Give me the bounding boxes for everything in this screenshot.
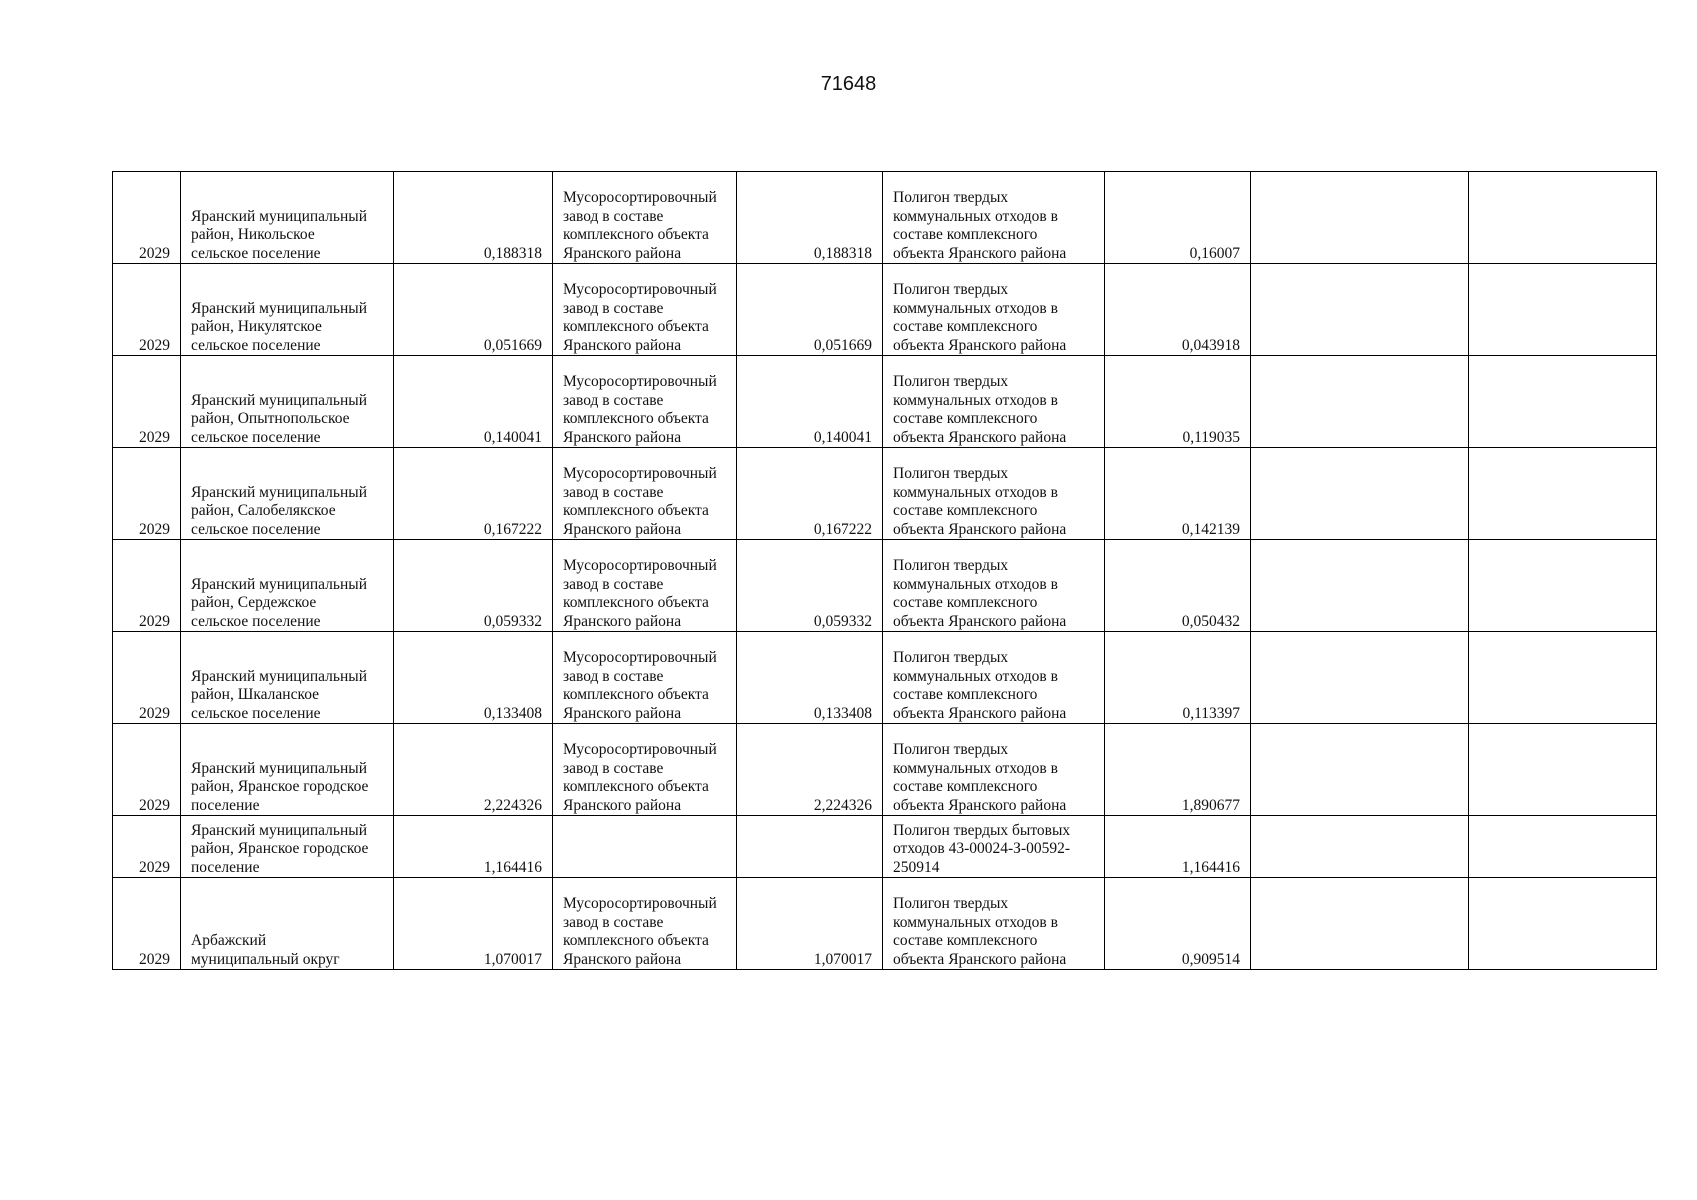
territory-cell: Яранский муниципальный район, Никольское сельское поселение xyxy=(181,172,394,264)
territory-cell: Яранский муниципальный район, Никулятское сельское поселение xyxy=(181,264,394,356)
processed-mass-cell: 0,140041 xyxy=(737,356,883,448)
disposal-facility-cell: Полигон твердых коммунальных отходов в составе комплексного объекта Яранского района xyxy=(883,632,1105,724)
empty-cell xyxy=(1251,264,1469,356)
empty-cell xyxy=(1469,264,1657,356)
generated-mass-cell: 2,224326 xyxy=(394,724,553,816)
empty-cell xyxy=(1251,356,1469,448)
generated-mass-cell: 0,167222 xyxy=(394,448,553,540)
table-row xyxy=(113,540,1657,632)
empty-cell xyxy=(1251,816,1469,878)
table-row xyxy=(113,448,1657,540)
generated-mass-cell: 0,133408 xyxy=(394,632,553,724)
processed-mass-cell: 0,051669 xyxy=(737,264,883,356)
waste-flow-table xyxy=(112,171,1657,970)
territory-cell: Яранский муниципальный район, Сердежское сельское поселение xyxy=(181,540,394,632)
disposed-mass-cell: 0,142139 xyxy=(1105,448,1251,540)
disposed-mass-cell: 1,164416 xyxy=(1105,816,1251,878)
table-row xyxy=(113,632,1657,724)
generated-mass-cell: 1,164416 xyxy=(394,816,553,878)
empty-cell xyxy=(1251,632,1469,724)
empty-cell xyxy=(1251,878,1469,970)
year-cell: 2029 xyxy=(113,816,181,878)
generated-mass-cell: 1,070017 xyxy=(394,878,553,970)
table-row xyxy=(113,878,1657,970)
disposed-mass-cell: 0,119035 xyxy=(1105,356,1251,448)
year-cell: 2029 xyxy=(113,448,181,540)
territory-cell: Яранский муниципальный район, Опытнопольское сельское поселение xyxy=(181,356,394,448)
processing-facility-cell: Мусоросортировочный завод в составе комплексного объекта Яранского района xyxy=(553,264,737,356)
disposed-mass-cell: 0,113397 xyxy=(1105,632,1251,724)
disposal-facility-cell: Полигон твердых коммунальных отходов в составе комплексного объекта Яранского района xyxy=(883,448,1105,540)
empty-cell xyxy=(1251,724,1469,816)
year-cell: 2029 xyxy=(113,878,181,970)
disposed-mass-cell: 0,16007 xyxy=(1105,172,1251,264)
processed-mass-cell: 0,188318 xyxy=(737,172,883,264)
processing-facility-cell: Мусоросортировочный завод в составе комплексного объекта Яранского района xyxy=(553,878,737,970)
processed-mass-cell xyxy=(737,816,883,878)
empty-cell xyxy=(1469,632,1657,724)
disposal-facility-cell: Полигон твердых коммунальных отходов в составе комплексного объекта Яранского района xyxy=(883,724,1105,816)
table-row xyxy=(113,356,1657,448)
processed-mass-cell: 1,070017 xyxy=(737,878,883,970)
generated-mass-cell: 0,051669 xyxy=(394,264,553,356)
disposal-facility-cell: Полигон твердых бытовых отходов 43-00024-З-00592- 250914 xyxy=(883,816,1105,878)
processed-mass-cell: 0,167222 xyxy=(737,448,883,540)
processed-mass-cell: 0,133408 xyxy=(737,632,883,724)
disposed-mass-cell: 0,909514 xyxy=(1105,878,1251,970)
processed-mass-cell: 0,059332 xyxy=(737,540,883,632)
territory-cell: Яранский муниципальный район, Яранское городское поселение xyxy=(181,816,394,878)
disposed-mass-cell: 1,890677 xyxy=(1105,724,1251,816)
processing-facility-cell: Мусоросортировочный завод в составе комплексного объекта Яранского района xyxy=(553,172,737,264)
processed-mass-cell: 2,224326 xyxy=(737,724,883,816)
processing-facility-cell: Мусоросортировочный завод в составе комплексного объекта Яранского района xyxy=(553,356,737,448)
generated-mass-cell: 0,140041 xyxy=(394,356,553,448)
empty-cell xyxy=(1469,540,1657,632)
year-cell: 2029 xyxy=(113,356,181,448)
empty-cell xyxy=(1251,172,1469,264)
territory-cell: Арбажский муниципальный округ xyxy=(181,878,394,970)
processing-facility-cell: Мусоросортировочный завод в составе комплексного объекта Яранского района xyxy=(553,632,737,724)
empty-cell xyxy=(1251,448,1469,540)
year-cell: 2029 xyxy=(113,540,181,632)
year-cell: 2029 xyxy=(113,724,181,816)
processing-facility-cell: Мусоросортировочный завод в составе комплексного объекта Яранского района xyxy=(553,448,737,540)
empty-cell xyxy=(1251,540,1469,632)
territory-cell: Яранский муниципальный район, Шкаланское сельское поселение xyxy=(181,632,394,724)
table-row xyxy=(113,264,1657,356)
empty-cell xyxy=(1469,356,1657,448)
empty-cell xyxy=(1469,724,1657,816)
processing-facility-cell: Мусоросортировочный завод в составе комплексного объекта Яранского района xyxy=(553,540,737,632)
generated-mass-cell: 0,188318 xyxy=(394,172,553,264)
disposed-mass-cell: 0,043918 xyxy=(1105,264,1251,356)
generated-mass-cell: 0,059332 xyxy=(394,540,553,632)
disposal-facility-cell: Полигон твердых коммунальных отходов в составе комплексного объекта Яранского района xyxy=(883,264,1105,356)
table-row xyxy=(113,724,1657,816)
processing-facility-cell xyxy=(553,816,737,878)
disposal-facility-cell: Полигон твердых коммунальных отходов в составе комплексного объекта Яранского района xyxy=(883,356,1105,448)
territory-cell: Яранский муниципальный район, Салобелякское сельское поселение xyxy=(181,448,394,540)
year-cell: 2029 xyxy=(113,632,181,724)
empty-cell xyxy=(1469,816,1657,878)
year-cell: 2029 xyxy=(113,172,181,264)
table-row xyxy=(113,816,1657,878)
disposed-mass-cell: 0,050432 xyxy=(1105,540,1251,632)
processing-facility-cell: Мусоросортировочный завод в составе комплексного объекта Яранского района xyxy=(553,724,737,816)
disposal-facility-cell: Полигон твердых коммунальных отходов в составе комплексного объекта Яранского района xyxy=(883,172,1105,264)
territory-cell: Яранский муниципальный район, Яранское городское поселение xyxy=(181,724,394,816)
disposal-facility-cell: Полигон твердых коммунальных отходов в составе комплексного объекта Яранского района xyxy=(883,540,1105,632)
empty-cell xyxy=(1469,878,1657,970)
table-body xyxy=(113,172,1657,970)
empty-cell xyxy=(1469,448,1657,540)
empty-cell xyxy=(1469,172,1657,264)
table-row xyxy=(113,172,1657,264)
year-cell: 2029 xyxy=(113,264,181,356)
page-number: 71648 xyxy=(820,73,877,95)
disposal-facility-cell: Полигон твердых коммунальных отходов в составе комплексного объекта Яранского района xyxy=(883,878,1105,970)
